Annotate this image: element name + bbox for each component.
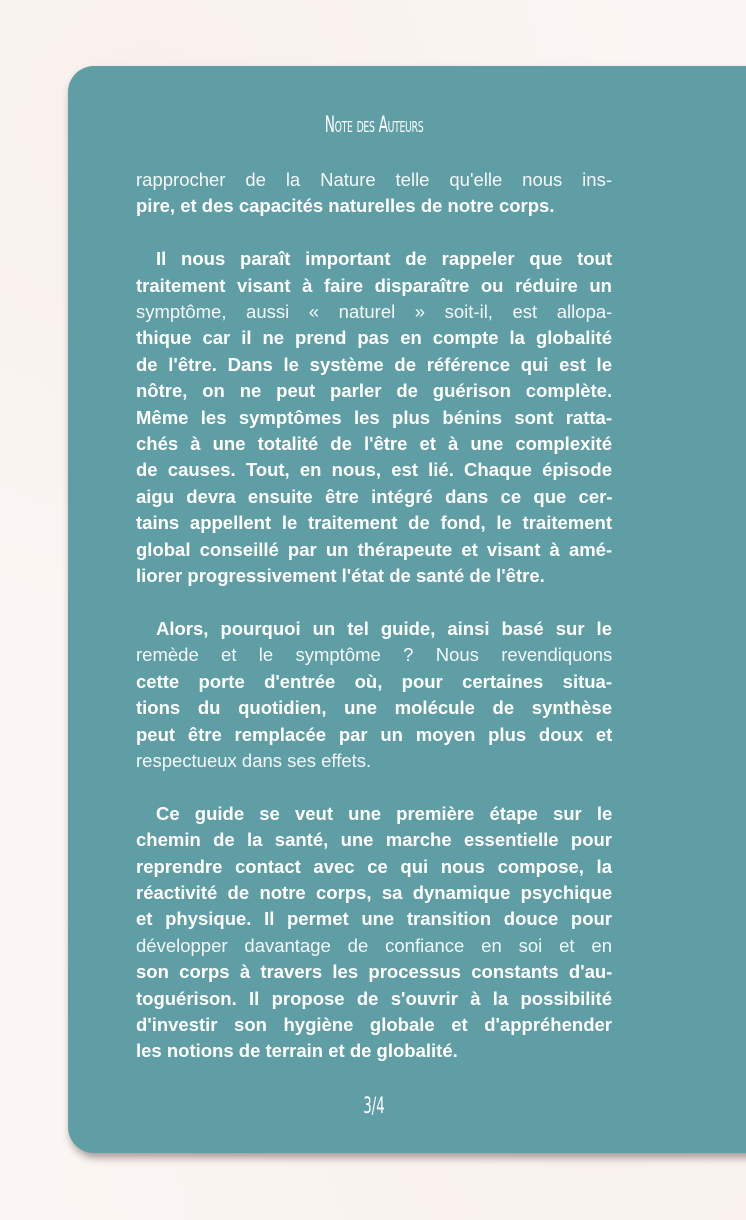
text-line: toguérison. Il propose de s'ouvrir à la possibilité xyxy=(136,987,612,1009)
text-line: Ce guide se veut une première étape sur le xyxy=(156,802,613,824)
text-line: peut être remplacée par un moyen plus doux et xyxy=(136,723,613,745)
text-line: réactivité de notre corps, sa dynamique psychique xyxy=(136,881,613,903)
text-line: chés à une totalité de l'être et à une complexité xyxy=(136,433,612,455)
text-line: Il nous paraît important de rappeler que tout xyxy=(156,248,612,270)
paragraph-4 xyxy=(136,801,612,1065)
page-number: 3/4 xyxy=(363,1094,385,1119)
text-line: développer davantage de confiance en soi et en xyxy=(136,934,612,956)
text-line: tions du quotidien, une molécule de synthèse xyxy=(136,697,612,719)
text-line: de causes. Tout, en nous, est lié. Chaque épisode xyxy=(136,459,612,481)
text-line: thique car il ne prend pas en compte la globalité xyxy=(136,327,612,349)
text-line: d'investir son hygiène globale et d'appréhender xyxy=(136,1013,612,1035)
paragraph-3 xyxy=(136,616,612,774)
page-title: Note des Auteurs xyxy=(324,112,424,138)
paragraph-2 xyxy=(136,246,612,589)
text-line: chemin de la santé, une marche essentielle pour xyxy=(136,829,612,851)
text-line: et physique. Il permet une transition douce pour xyxy=(136,908,612,930)
text-line: respectueux dans ses effets. xyxy=(136,749,372,771)
text-line: symptôme, aussi « naturel » soit-il, est allopa- xyxy=(136,301,613,323)
text-line: de l'être. Dans le système de référence qui est le xyxy=(136,353,612,375)
text-line: les notions de terrain et de globalité. xyxy=(136,1040,458,1062)
text-line: pire, et des capacités naturelles de notre corps. xyxy=(136,195,555,217)
text-line: traitement visant à faire disparaître ou réduire un xyxy=(136,274,612,296)
text-line: nôtre, on ne peut parler de guérison complète. xyxy=(136,380,613,402)
text-line: cette porte d'entrée où, pour certaines situa- xyxy=(136,670,612,692)
text-line: aigu devra ensuite être intégré dans ce que cer- xyxy=(136,485,613,507)
text-line: tains appellent le traitement de fond, le traitement xyxy=(136,512,612,534)
text-line: reprendre contact avec ce qui nous compose, la xyxy=(136,855,612,877)
text-line: remède et le symptôme ? Nous revendiquons xyxy=(136,644,613,666)
text-line: Même les symptômes les plus bénins sont ratta- xyxy=(136,406,612,428)
text-line: son corps à travers les processus constants d'au- xyxy=(136,961,613,983)
text-line: rapprocher de la Nature telle qu'elle nous ins- xyxy=(136,169,612,190)
body-text xyxy=(136,167,612,1091)
paragraph-1 xyxy=(136,167,612,220)
text-line: global conseillé par un thérapeute et visant à amé- xyxy=(136,538,613,560)
text-line: Alors, pourquoi un tel guide, ainsi basé sur le xyxy=(156,617,612,639)
text-line: liorer progressivement l'état de santé de l'être. xyxy=(136,565,545,587)
